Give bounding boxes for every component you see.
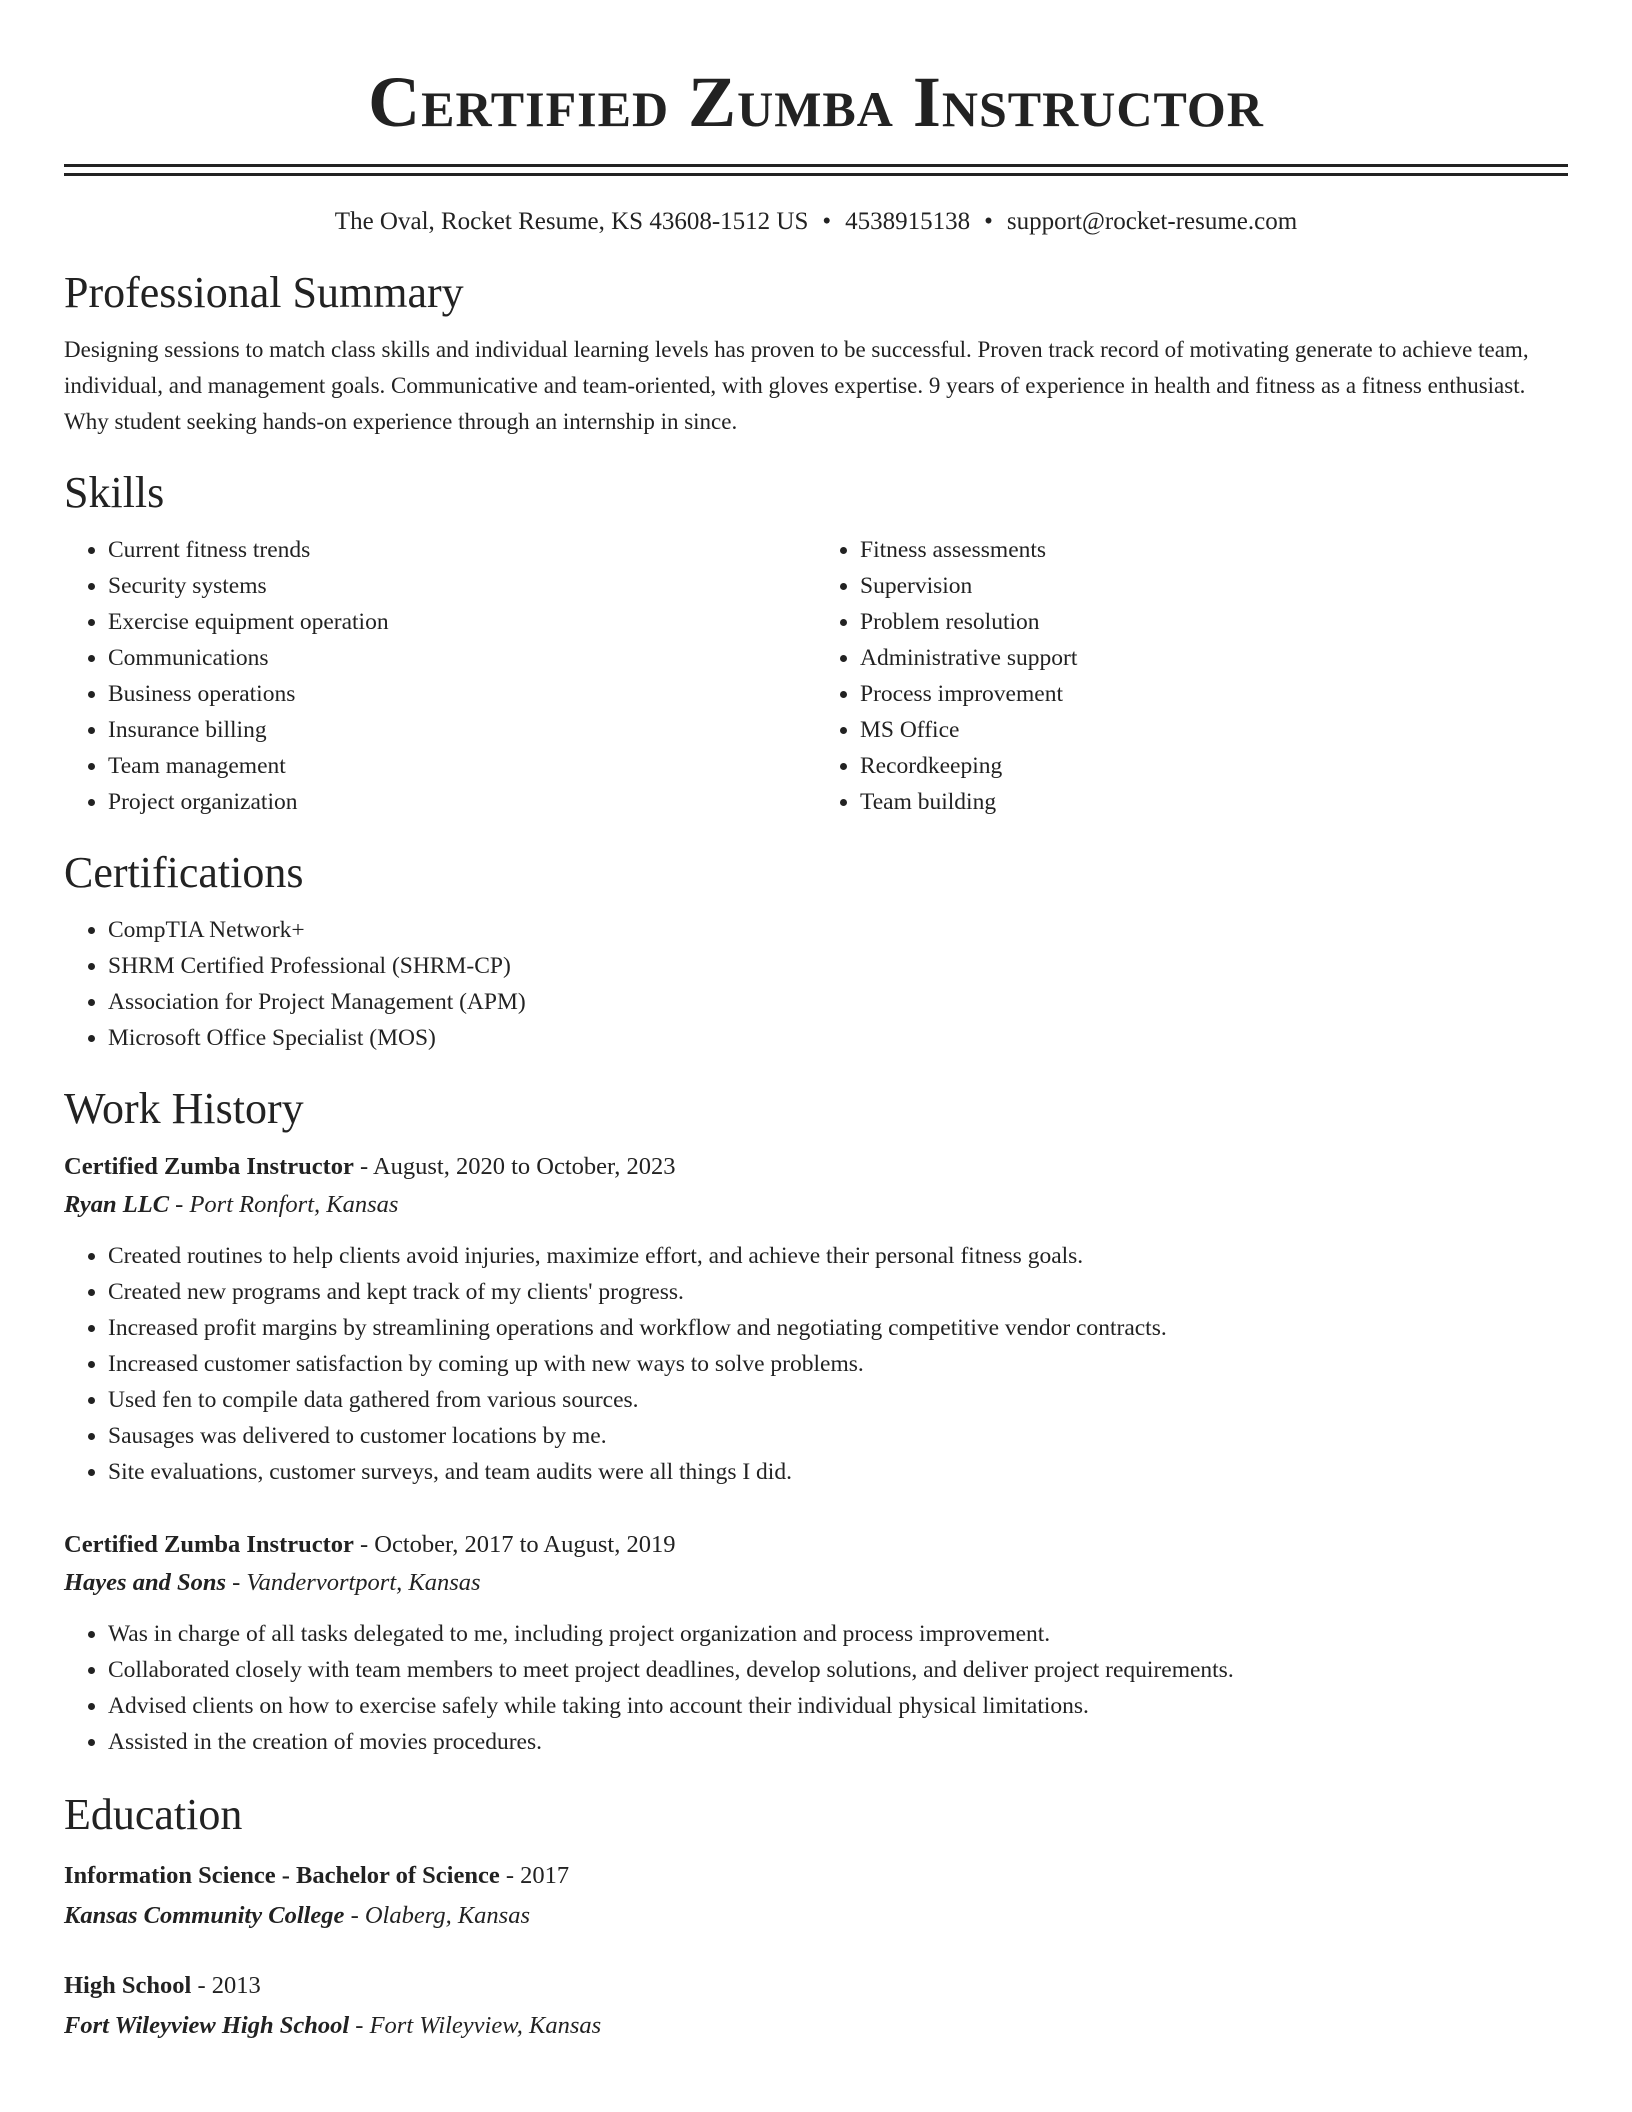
job-company: Ryan LLC: [64, 1191, 170, 1218]
job-role: Certified Zumba Instructor: [64, 1531, 354, 1558]
header-divider-bottom: [64, 173, 1568, 176]
job-bullet: • Used fen to compile data gathered from various sources.: [108, 1382, 1568, 1418]
job-role: Certified Zumba Instructor: [64, 1153, 354, 1180]
education-entry: [64, 1856, 1568, 1936]
education-school-line: [64, 2006, 1568, 2046]
skills-list-left: [64, 532, 816, 820]
skill-item: • Supervision: [860, 568, 1568, 604]
education-location: - Olaberg, Kansas: [344, 1902, 531, 1929]
job-company-line: [64, 1564, 1568, 1602]
skill-item: • Problem resolution: [860, 604, 1568, 640]
skill-item: • Team building: [860, 784, 1568, 820]
education-heading: [64, 1856, 1568, 1896]
skills-list-right: [816, 532, 1568, 820]
contact-separator: •: [984, 208, 993, 235]
skill-item: • Communications: [108, 640, 816, 676]
job-bullet: • Increased profit margins by streamlining operations and workflow and negotiating competitive vendor contracts.: [108, 1310, 1568, 1346]
job-dates: - October, 2017 to August, 2019: [353, 1531, 676, 1558]
job-company-line: [64, 1186, 1568, 1224]
skill-item: • MS Office: [860, 712, 1568, 748]
skill-item: • Process improvement: [860, 676, 1568, 712]
job-location: - Vandervortport, Kansas: [226, 1569, 481, 1596]
job-entry: [64, 1148, 1568, 1490]
education-year: - 2013: [191, 1972, 261, 1999]
resume-name: Certified Zumba Instructor: [368, 62, 1264, 142]
job-bullet: • Sausages was delivered to customer locations by me.: [108, 1418, 1568, 1454]
section-title-skills: Skills: [64, 468, 165, 517]
skill-item: • Team management: [108, 748, 816, 784]
job-dates: - August, 2020 to October, 2023: [353, 1153, 676, 1180]
skill-item: • Insurance billing: [108, 712, 816, 748]
job-bullet: • Site evaluations, customer surveys, and team audits were all things I did.: [108, 1454, 1568, 1490]
skill-item: • Administrative support: [860, 640, 1568, 676]
education-location: - Fort Wileyview, Kansas: [349, 2012, 602, 2039]
education-school: Fort Wileyview High School: [64, 2012, 350, 2039]
contact-phone: 4538915138: [845, 208, 971, 235]
header-divider-top: [64, 164, 1568, 167]
education-entry: [64, 1966, 1568, 2046]
job-heading: [64, 1148, 1568, 1186]
education-school-line: [64, 1896, 1568, 1936]
skill-item: • Security systems: [108, 568, 816, 604]
education-heading: [64, 1966, 1568, 2006]
job-bullet: • Collaborated closely with team members to meet project deadlines, develop solutions, and deliver project requirements.: [108, 1652, 1568, 1688]
section-title-work-history: Work History: [64, 1084, 304, 1133]
job-bullet: • Increased customer satisfaction by coming up with new ways to solve problems.: [108, 1346, 1568, 1382]
skills-grid: [64, 532, 1568, 820]
certification-item: • CompTIA Network+: [108, 912, 1568, 948]
job-company: Hayes and Sons: [64, 1569, 227, 1596]
job-bullet: • Was in charge of all tasks delegated to me, including project organization and process improvement.: [108, 1616, 1568, 1652]
section-title-certifications: Certifications: [64, 848, 304, 897]
summary-text: Designing sessions to match class skills and individual learning levels has proven to be successful. Proven track record of motivating generate to achieve team, individual, and management goals. Communicative and team-oriented, with gloves expertise. 9 years of experience in health and fitness as a fitness enthusiast. Why student seeking hands-on experience through an internship in since.: [64, 337, 1529, 434]
certification-item: • Microsoft Office Specialist (MOS): [108, 1020, 1568, 1056]
job-bullet: • Created new programs and kept track of my clients' progress.: [108, 1274, 1568, 1310]
education-degree: High School: [64, 1972, 192, 1999]
job-entry: [64, 1526, 1568, 1760]
skill-item: • Current fitness trends: [108, 532, 816, 568]
certification-item: • SHRM Certified Professional (SHRM-CP): [108, 948, 1568, 984]
section-title-education: Education: [64, 1790, 243, 1839]
contact-line: [64, 206, 1568, 238]
contact-address: The Oval, Rocket Resume, KS 43608-1512 US: [334, 208, 809, 235]
job-bullet: • Created routines to help clients avoid injuries, maximize effort, and achieve their personal fitness goals.: [108, 1238, 1568, 1274]
job-bullet: • Assisted in the creation of movies procedures.: [108, 1724, 1568, 1760]
education-school: Kansas Community College: [64, 1902, 345, 1929]
certifications-list: [64, 912, 1568, 1056]
skill-item: • Fitness assessments: [860, 532, 1568, 568]
certification-item: • Association for Project Management (APM): [108, 984, 1568, 1020]
education-degree: Information Science - Bachelor of Science: [64, 1862, 500, 1889]
education-year: - 2017: [499, 1862, 570, 1889]
skill-item: • Exercise equipment operation: [108, 604, 816, 640]
contact-email: support@rocket-resume.com: [1006, 208, 1298, 235]
skill-item: • Business operations: [108, 676, 816, 712]
job-bullet: • Advised clients on how to exercise safely while taking into account their individual physical limitations.: [108, 1688, 1568, 1724]
skill-item: • Project organization: [108, 784, 816, 820]
job-location: - Port Ronfort, Kansas: [169, 1191, 399, 1218]
contact-separator: •: [822, 208, 832, 235]
section-title-summary: Professional Summary: [64, 268, 464, 317]
job-bullets: [64, 1616, 1568, 1760]
job-heading: [64, 1526, 1568, 1564]
skill-item: • Recordkeeping: [860, 748, 1568, 784]
job-bullets: [64, 1238, 1568, 1490]
